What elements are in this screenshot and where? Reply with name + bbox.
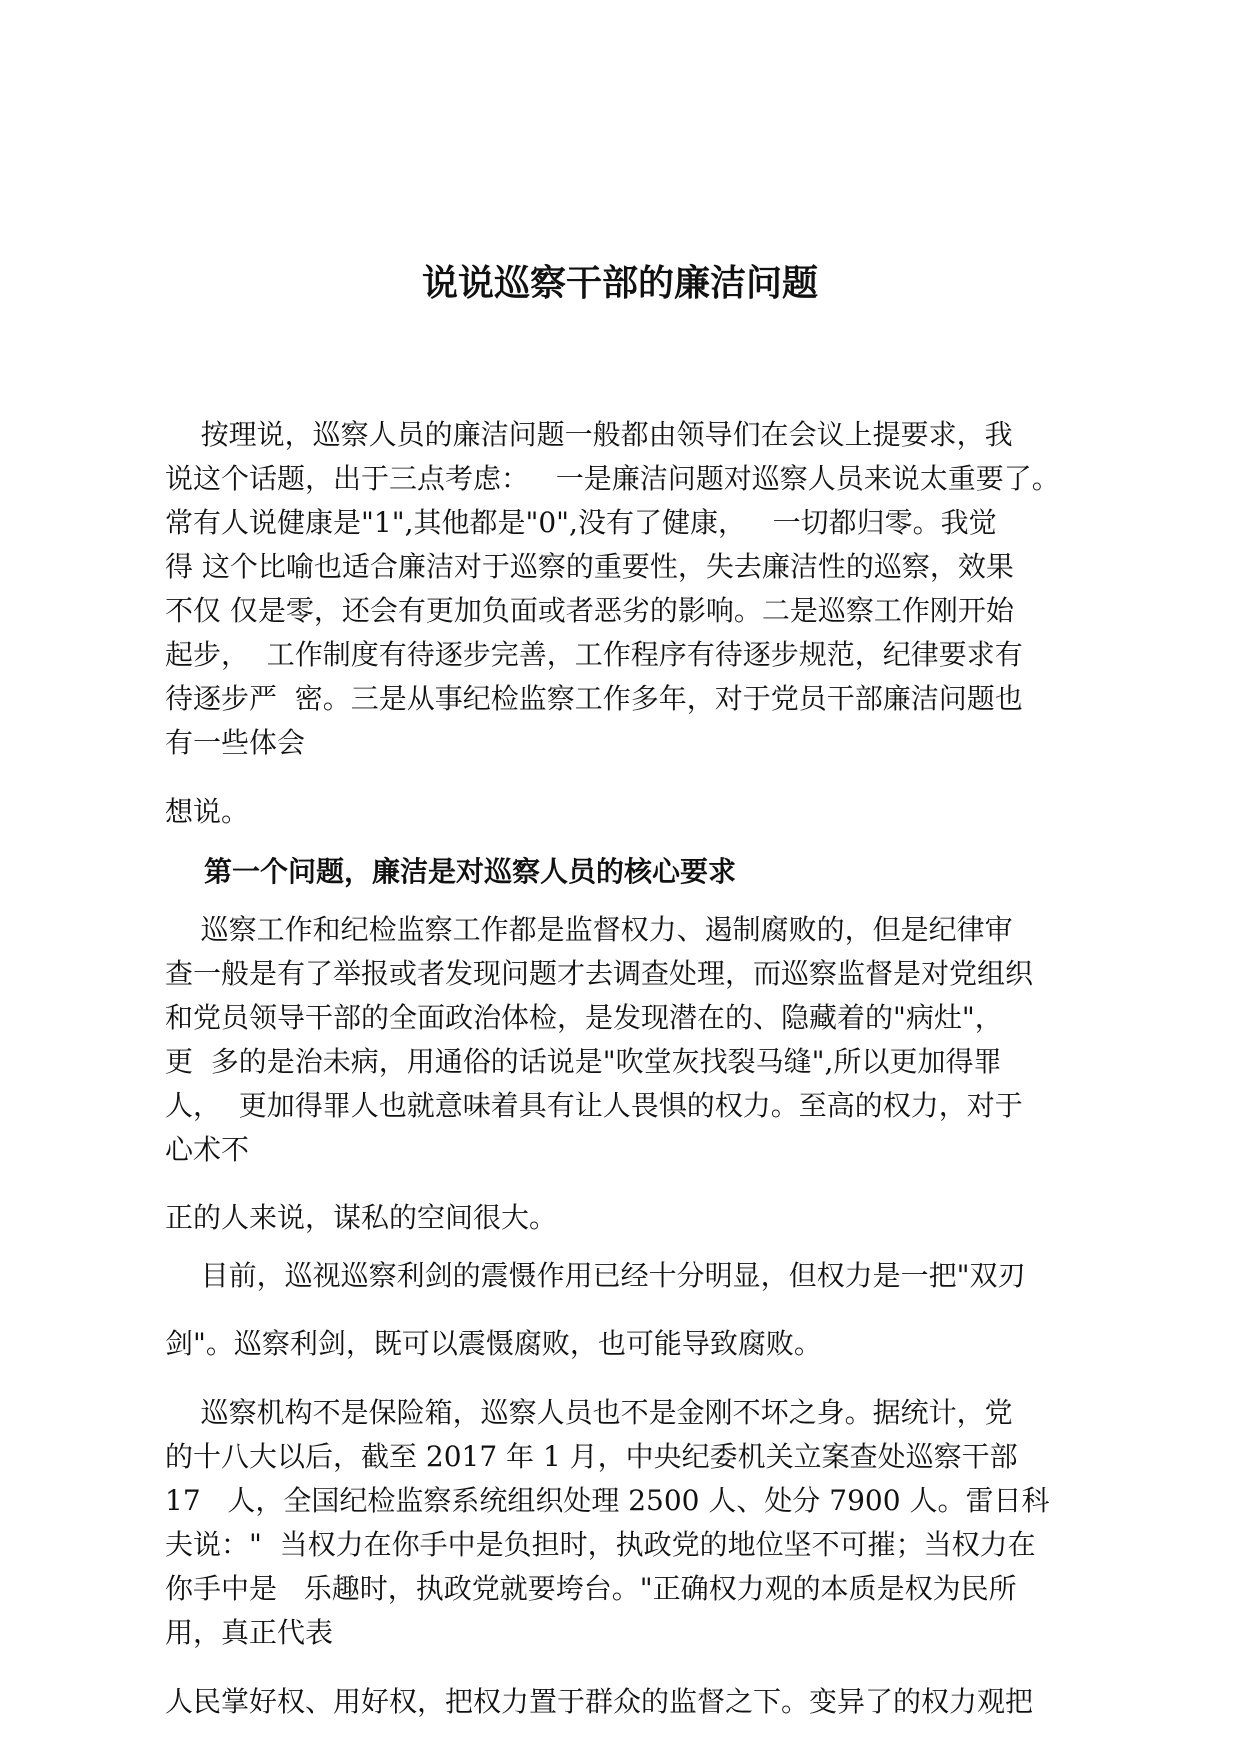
section-heading bbox=[165, 850, 1085, 894]
text-line: 更 多的是治未病，用通俗的话说是"吹堂灰找裂马缝",所以更加得罪 bbox=[165, 1045, 1002, 1078]
paragraph-continuation bbox=[165, 1322, 1085, 1366]
text-line: 说这个话题，出于三点考虑： 一是廉洁问题对巡察人员来说太重要了。 bbox=[165, 462, 1060, 495]
text-line: 正的人来说，谋私的空间很大。 bbox=[165, 1201, 558, 1234]
paragraph-continuation bbox=[165, 1196, 1085, 1240]
text-line: 心术不 bbox=[165, 1133, 250, 1166]
document-title: 说说巡察干部的廉洁问题 bbox=[421, 263, 818, 304]
text-line: 夫说：" 当权力在你手中是负担时，执政党的地位坚不可摧；当权力在 bbox=[165, 1528, 1036, 1561]
text-line: 用，真正代表 bbox=[165, 1616, 334, 1649]
text-line: 巡察机构不是保险箱，巡察人员也不是金刚不坏之身。据统计，党 bbox=[165, 1396, 1013, 1429]
text-line: 目前，巡视巡察利剑的震慑作用已经十分明显，但权力是一把"双刃 bbox=[165, 1259, 1026, 1292]
text-line: 不仅 仅是零，还会有更加负面或者恶劣的影响。二是巡察工作刚开始 bbox=[165, 594, 1014, 627]
paragraph-statistics bbox=[165, 1391, 1085, 1655]
text-line: 人民掌好权、用好权，把权力置于群众的监督之下。变异了的权力观把 bbox=[165, 1685, 1034, 1718]
text-line: 有一些体会 bbox=[165, 726, 306, 759]
text-line: 和党员领导干部的全面政治体检，是发现潜在的、隐藏着的"病灶"， bbox=[165, 1001, 1003, 1034]
text-line: 查一般是有了举报或者发现问题才去调查处理，而巡察监督是对党组织 bbox=[165, 957, 1034, 990]
paragraph-continuation bbox=[165, 790, 1085, 834]
text-line: 剑"。巡察利剑，既可以震慑腐败，也可能导致腐败。 bbox=[165, 1327, 822, 1360]
heading-line: 第一个问题，廉洁是对巡察人员的核心要求 bbox=[165, 855, 736, 888]
text-line: 17 人，全国纪检监察系统组织处理 2500 人、处分 7900 人。雷日科 bbox=[165, 1484, 1050, 1517]
text-line: 你手中是 乐趣时，执政党就要垮台。"正确权力观的本质是权为民所 bbox=[165, 1572, 1017, 1605]
text-line: 巡察工作和纪检监察工作都是监督权力、遏制腐败的，但是纪律审 bbox=[165, 913, 1013, 946]
text-line: 起步， 工作制度有待逐步完善，工作程序有待逐步规范，纪律要求有 bbox=[165, 638, 1023, 671]
paragraph-intro bbox=[165, 413, 1085, 765]
paragraph-continuation bbox=[165, 1680, 1085, 1724]
text-line: 得 这个比喻也适合廉洁对于巡察的重要性，失去廉洁性的巡察，效果 bbox=[165, 550, 1014, 583]
text-line: 人， 更加得罪人也就意味着具有让人畏惧的权力。至高的权力，对于 bbox=[165, 1089, 1023, 1122]
text-line: 想说。 bbox=[165, 795, 250, 828]
text-line: 的十八大以后，截至 2017 年 1 月，中央纪委机关立案查处巡察干部 bbox=[165, 1440, 1018, 1473]
text-line: 按理说，巡察人员的廉洁问题一般都由领导们在会议上提要求，我 bbox=[165, 418, 1013, 451]
paragraph-supervision bbox=[165, 908, 1085, 1172]
text-line: 常有人说健康是"1",其他都是"0",没有了健康， 一切都归零。我觉 bbox=[165, 506, 997, 539]
text-line: 待逐步严 密。三是从事纪检监察工作多年，对于党员干部廉洁问题也 bbox=[165, 682, 1023, 715]
paragraph-current bbox=[165, 1254, 1085, 1298]
